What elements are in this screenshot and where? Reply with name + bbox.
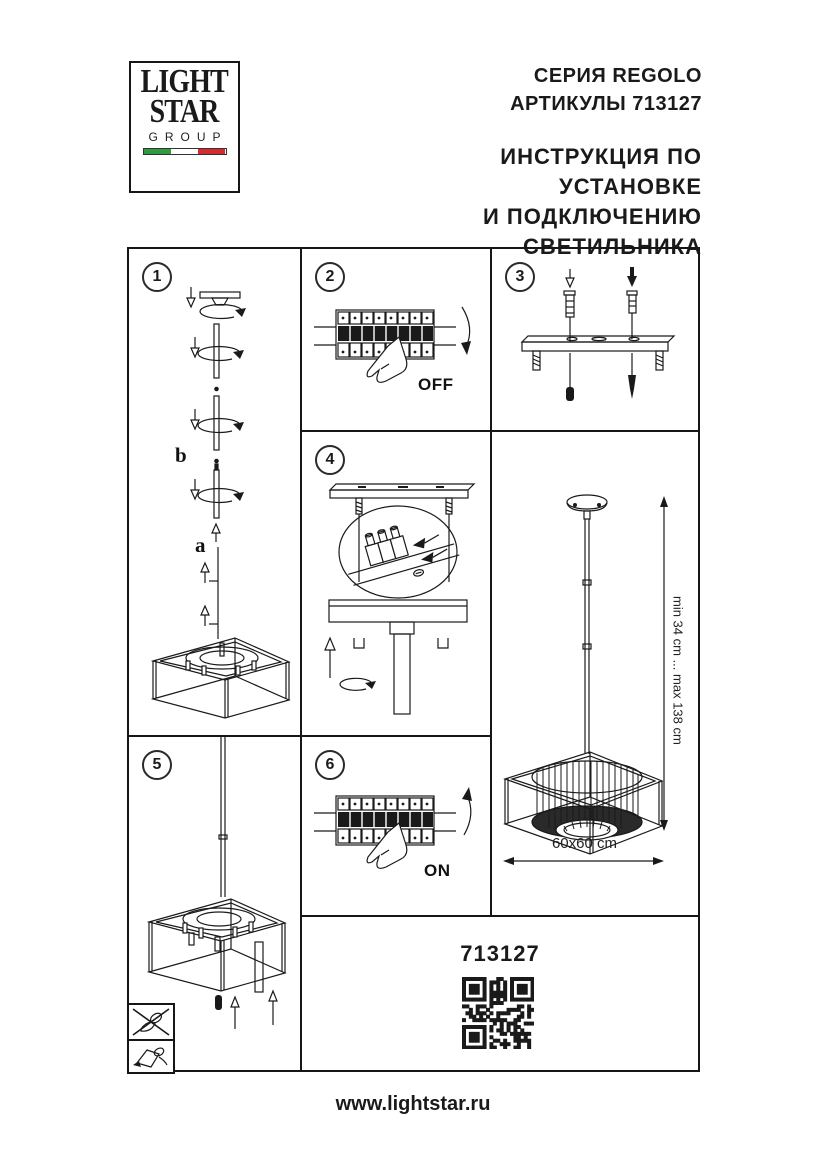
height-dimension-label: min 34 cm ... max 138 cm bbox=[670, 595, 686, 745]
step-1-panel bbox=[129, 249, 300, 735]
step-1-number: 1 bbox=[142, 262, 172, 292]
no-bare-hands-warning bbox=[127, 1003, 175, 1041]
lightstar-logo bbox=[129, 61, 240, 193]
logo-word-light: LIGHT bbox=[140, 63, 229, 100]
title-line-2: И ПОДКЛЮЧЕНИЮ СВЕТИЛЬНИКА bbox=[482, 204, 702, 259]
website-url: www.lightstar.ru bbox=[335, 1093, 491, 1115]
step-6-panel bbox=[302, 737, 490, 915]
step-3-panel bbox=[492, 249, 698, 430]
flag-green bbox=[144, 149, 171, 154]
assembled-view-panel bbox=[492, 432, 698, 915]
width-dimension-label: 60x60 cm bbox=[551, 835, 618, 852]
cloth-hand-icon bbox=[129, 1041, 173, 1072]
flag-white bbox=[171, 149, 198, 154]
instruction-grid bbox=[127, 247, 700, 1072]
label-b: b bbox=[175, 443, 187, 467]
label-a: a bbox=[195, 533, 206, 557]
step-5-number: 5 bbox=[142, 750, 172, 780]
no-bare-hands-icon bbox=[129, 1005, 173, 1039]
articles-line: АРТИКУЛЫ 713127 bbox=[510, 93, 702, 115]
label-off: OFF bbox=[418, 375, 454, 394]
article-number: 713127 bbox=[460, 941, 540, 966]
label-on: ON bbox=[424, 861, 451, 880]
qr-code bbox=[462, 977, 534, 1049]
flag-red bbox=[198, 149, 225, 154]
use-cloth-instruction bbox=[127, 1039, 175, 1074]
title-line-1: ИНСТРУКЦИЯ ПО УСТАНОВКЕ bbox=[500, 144, 702, 199]
step-5-panel bbox=[129, 737, 300, 1070]
logo-word-group: GROUP bbox=[148, 130, 228, 144]
step-1-diagram bbox=[129, 249, 300, 735]
italian-flag-stripe bbox=[143, 148, 227, 155]
step-2-panel bbox=[302, 249, 490, 430]
step-6-number: 6 bbox=[315, 750, 345, 780]
logo-word-star: STAR bbox=[149, 93, 220, 130]
header-text bbox=[360, 62, 702, 262]
step-3-number: 3 bbox=[505, 262, 535, 292]
article-qr-panel bbox=[302, 917, 698, 1070]
step-2-number: 2 bbox=[315, 262, 345, 292]
series-line: СЕРИЯ REGOLO bbox=[533, 65, 702, 87]
step-4-diagram-wiring bbox=[302, 432, 490, 735]
qr-code-image bbox=[462, 977, 534, 1049]
step-4-panel bbox=[302, 432, 490, 735]
step-4-number: 4 bbox=[315, 445, 345, 475]
